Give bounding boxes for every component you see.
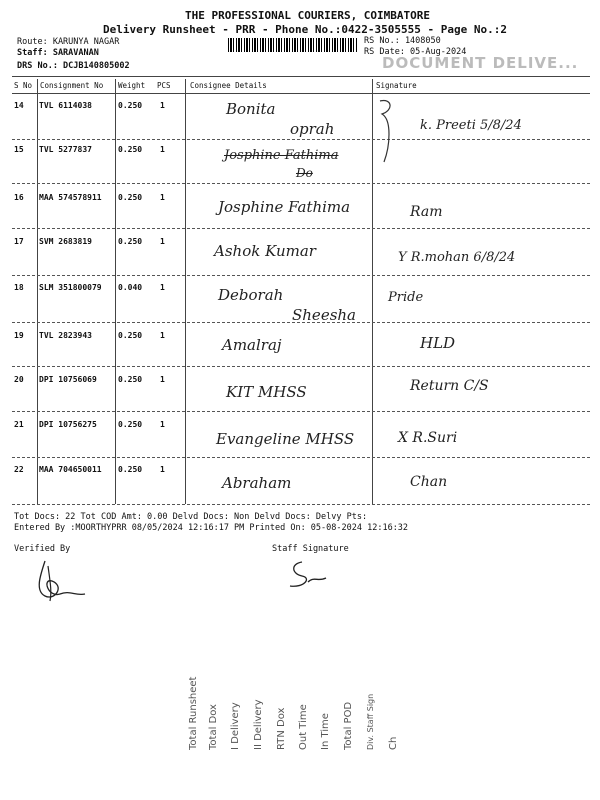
row-consignee-handwritten: oprah	[290, 120, 335, 138]
row-consignment: TVL 6114038	[39, 101, 92, 110]
row-sno: 15	[14, 145, 24, 154]
row-divider	[12, 366, 590, 367]
stamp-label-rotated: Total Runsheet	[188, 676, 199, 750]
table-header-rule	[12, 93, 590, 94]
row-consignment: MAA 574578911	[39, 193, 102, 202]
row-weight: 0.250	[118, 465, 143, 474]
rs-number: RS No.: 1408050	[364, 36, 441, 46]
row-weight: 0.250	[118, 331, 143, 340]
row-consignee-handwritten: KIT MHSS	[226, 383, 307, 401]
barcode	[228, 38, 358, 52]
row-weight: 0.250	[118, 375, 143, 384]
row-pcs: 1	[160, 283, 165, 292]
table-bottom-rule	[12, 504, 590, 505]
row-consignee-handwritten: Evangeline MHSS	[216, 430, 355, 448]
stamp-label-rotated: Div. Staff Sign	[366, 693, 375, 750]
row-signature-handwritten: k. Preeti 5/8/24	[420, 118, 522, 133]
row-sno: 14	[14, 101, 24, 110]
row-consignee-handwritten: Sheesha	[292, 306, 356, 324]
col-header-signature: Signature	[376, 81, 417, 90]
col-header-consignment: Consignment No	[40, 81, 104, 90]
row-sno: 18	[14, 283, 24, 292]
col-header-consignee: Consignee Details	[190, 81, 267, 90]
row-weight: 0.040	[118, 283, 143, 292]
col-divider	[185, 79, 186, 504]
stamp-label-rotated: I Delivery	[230, 702, 241, 750]
row-signature-handwritten: Ram	[410, 204, 443, 220]
stamp-label-rotated: II Delivery	[253, 699, 264, 750]
stamp-label-rotated: RTN Dox	[276, 707, 287, 750]
col-divider	[37, 79, 38, 504]
row-divider	[12, 322, 590, 323]
row-weight: 0.250	[118, 193, 143, 202]
row-sno: 19	[14, 331, 24, 340]
row-weight: 0.250	[118, 101, 143, 110]
row-consignment: SLM 351800079	[39, 283, 102, 292]
row-pcs: 1	[160, 331, 165, 340]
row-sno: 21	[14, 420, 24, 429]
verified-by-label: Verified By	[14, 544, 71, 554]
route-label: Route: KARUNYA NAGAR	[17, 37, 120, 47]
col-divider	[115, 79, 116, 504]
row-consignee-handwritten: Abraham	[222, 474, 292, 492]
row-weight: 0.250	[118, 145, 143, 154]
row-signature-handwritten: Y R.mohan 6/8/24	[398, 250, 516, 265]
row-consignee-handwritten: Do	[296, 166, 313, 180]
row-consignment: DPI 10756069	[39, 375, 97, 384]
row-sno: 22	[14, 465, 24, 474]
company-title: THE PROFESSIONAL COURIERS, COIMBATORE	[185, 9, 431, 22]
row-weight: 0.250	[118, 237, 143, 246]
row-divider	[12, 457, 590, 458]
row-signature-handwritten: Chan	[410, 474, 448, 490]
row-signature-handwritten: X R.Suri	[398, 430, 458, 446]
rs-date: RS Date: 05-Aug-2024	[364, 47, 467, 57]
row-divider	[12, 183, 590, 184]
row-divider	[12, 228, 590, 229]
row-pcs: 1	[160, 375, 165, 384]
totals-line: Tot Docs: 22 Tot COD Amt: 0.00 Delvd Docs: Non Delvd Docs: Delvy Pts:	[14, 512, 368, 522]
staff-signature-label: Staff Signature	[272, 544, 349, 554]
stamp-label-rotated: Out Time	[298, 704, 309, 750]
drs-number: DRS No.: DCJB140805002	[17, 61, 130, 71]
row-sno: 20	[14, 375, 24, 384]
staff-signature-scribble	[282, 556, 332, 592]
row-pcs: 1	[160, 465, 165, 474]
entered-by-line: Entered By :MOORTHYPRR 08/05/2024 12:16:17 PM Printed On: 05-08-2024 12:16:32	[14, 523, 409, 533]
row-consignee-handwritten: Josphine Fathima	[218, 198, 351, 216]
verified-signature-scribble	[30, 556, 90, 606]
staff-label: Staff: SARAVANAN	[17, 48, 99, 58]
document-delivered-stamp: DOCUMENT DELIVE...	[382, 54, 579, 72]
stamp-label-rotated: Total Dox	[208, 704, 219, 750]
col-header-pcs: PCS	[157, 81, 171, 90]
stamp-label-rotated: In Time	[320, 713, 331, 750]
row-consignee-handwritten: Amalraj	[222, 336, 282, 354]
row-weight: 0.250	[118, 420, 143, 429]
row-signature-handwritten: Return C/S	[410, 378, 489, 394]
row-pcs: 1	[160, 420, 165, 429]
row-pcs: 1	[160, 193, 165, 202]
stamp-label-rotated: Total POD	[343, 701, 354, 750]
table-top-rule	[12, 76, 590, 77]
row-consignment: TVL 5277837	[39, 145, 92, 154]
row-pcs: 1	[160, 145, 165, 154]
row-consignee-handwritten: Deborah	[218, 286, 284, 304]
stamp-label-rotated: Ch	[388, 736, 399, 750]
row-consignment: TVL 2823943	[39, 331, 92, 340]
runsheet-title: Delivery Runsheet - PRR - Phone No.:0422-3505555 - Page No.:2	[103, 23, 507, 36]
row-consignee-handwritten: Josphine Fathima	[224, 148, 339, 163]
col-header-sno: S No	[14, 81, 33, 90]
row-consignment: DPI 10756275	[39, 420, 97, 429]
row-divider	[12, 275, 590, 276]
row-divider	[12, 411, 590, 412]
row-sno: 16	[14, 193, 24, 202]
row-pcs: 1	[160, 237, 165, 246]
row-consignment: SVM 2683819	[39, 237, 92, 246]
row-signature-handwritten: HLD	[420, 334, 456, 352]
row-consignment: MAA 704650011	[39, 465, 102, 474]
row-consignee-handwritten: Ashok Kumar	[214, 242, 316, 260]
row-pcs: 1	[160, 101, 165, 110]
bracket-mark	[370, 96, 410, 166]
row-divider	[12, 139, 590, 140]
col-header-weight: Weight	[118, 81, 146, 90]
row-sno: 17	[14, 237, 24, 246]
row-signature-handwritten: Pride	[388, 290, 424, 305]
row-consignee-handwritten: Bonita	[226, 100, 276, 118]
